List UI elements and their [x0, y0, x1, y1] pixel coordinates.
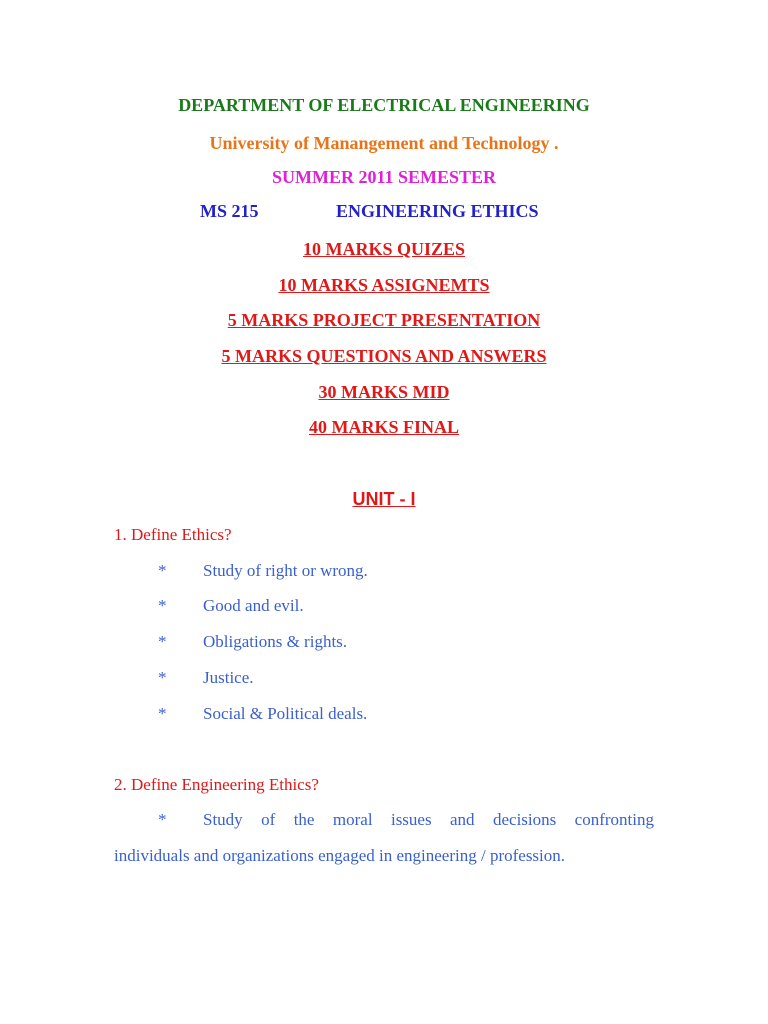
unit-heading: UNIT - I	[352, 489, 416, 509]
bullet-icon: *	[158, 561, 167, 580]
list-item-text: Good and evil.	[203, 596, 304, 615]
list-item-text: Social & Political deals.	[203, 704, 368, 723]
department-title: DEPARTMENT OF ELECTRICAL ENGINEERING	[178, 95, 590, 115]
answer-line-2: individuals and organizations engaged in engineering / profession.	[114, 846, 566, 865]
question-2: 2. Define Engineering Ethics?	[114, 775, 319, 794]
marks-item: 10 MARKS QUIZES	[302, 239, 466, 259]
list-item-text: Justice.	[203, 668, 254, 687]
marks-item: 5 MARKS QUESTIONS AND ANSWERS	[221, 346, 547, 366]
bullet-icon: *	[158, 704, 167, 723]
course-code: MS 215	[200, 201, 259, 221]
university-name: University of Manangement and Technology .	[209, 133, 559, 153]
course-line	[0, 201, 768, 223]
question-1: 1. Define Ethics?	[114, 525, 232, 544]
answer-line-1: Study of the moral issues and decisions confronting	[203, 810, 654, 829]
marks-item: 30 MARKS MID	[318, 382, 450, 402]
bullet-icon: *	[158, 810, 167, 829]
list-item-text: Obligations & rights.	[203, 632, 348, 651]
bullet-icon: *	[158, 596, 167, 615]
bullet-icon: *	[158, 668, 167, 687]
bullet-icon: *	[158, 632, 167, 651]
course-name: ENGINEERING ETHICS	[336, 201, 539, 221]
list-item-text: Study of right or wrong.	[203, 561, 368, 580]
marks-item: 40 MARKS FINAL	[308, 417, 459, 437]
marks-item: 10 MARKS ASSIGNEMTS	[278, 275, 490, 295]
semester-title: SUMMER 2011 SEMESTER	[271, 167, 497, 187]
marks-item: 5 MARKS PROJECT PRESENTATION	[227, 310, 541, 330]
